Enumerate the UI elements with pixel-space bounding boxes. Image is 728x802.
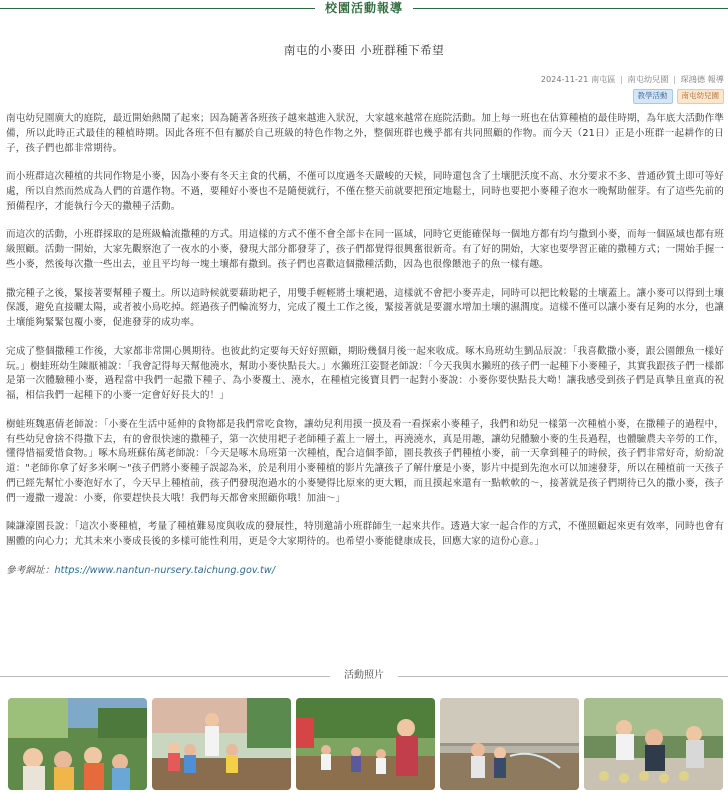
gallery-photo-4[interactable] xyxy=(440,698,579,790)
paragraph: 而小班群這次種植的共同作物是小麥，因為小麥有冬天主食的代稱，不僅可以度過冬天嚴峻的天候，同時還包含了土壤肥沃度不高、水分要求不多、普通砂質土即可等好處，所以自然而然成為人們的首選作物。不過，要種好小麥也不是隨便就行，不僅在整天前就要把預定地鬆土，同時也要把小麥種子泡水一晚幫助催芽。有了這些先前的預備程序，才能執行今天的撒種子活動。 xyxy=(6,171,724,212)
paragraph: 而這次的活動，小班群採取的是班級輪流撒種的方式。用這樣的方式不僅不會全部卡在同一區域，同時它更能確保每一個地方都有均勻撒到小麥，而每一個區域也都有班級照顧。活動一開始，大家先觀察泡了一夜水的小麥，發現大部分都發芽了，孩子們都覺得很興奮很新奇。有了好的開始，大家也要學習正確的撒種方式；一開始手握一些小麥，然後每次撒一些出去，並且平均每一塊土壤都有撒到。孩子們也喜歡這個撒種活動，因為也很像餵池子的魚一樣有趣。 xyxy=(6,229,724,271)
gallery-photo-3[interactable] xyxy=(296,698,435,790)
paragraph: 撒完種子之後，緊接著要幫種子覆土。所以這時候就要藉助耙子，用雙手輕輕將土壤耙過，這樣就不會把小麥弄走，同時可以把比較鬆的土壤蓋上。讓小麥可以得到土壤保護，避免直接曬太陽，或者被小鳥吃掉。經過孩子們輪流努力，完成了覆土工作之後，緊接著就是要灑水增加土壤的濕潤度。這樣不僅可以讓小麥有足夠的水分，也讓土壤能夠緊緊包覆小麥，促進發芽的成功率。 xyxy=(6,287,724,329)
article-publisher: 琛鴻德 報導 xyxy=(680,74,724,84)
article-meta xyxy=(541,73,724,86)
paragraph: 南屯幼兒園廣大的庭院，最近開始熱鬧了起來；因為隨著各班孩子越來越進入狀況，大家越來越常在庭院活動。加上每一班也在估算種植的最佳時期，為年底大活動作準備，所以此時正式最佳的種植時期。因此各班不但有屬於自己班級的特色作物之外，整個班群也幾乎都有共同照顧的作物。而今天（21日）正是小班群一起耕作的日子，孩子們也都非常期待。 xyxy=(6,113,724,154)
photos-rule-right xyxy=(398,676,728,677)
tag-teaching[interactable]: 教學活動 xyxy=(633,89,673,104)
photos-title: 活動照片 xyxy=(344,670,384,682)
meta-separator: | xyxy=(673,74,676,84)
article-source: 南屯幼兒園 xyxy=(627,74,669,84)
article-author: 南屯區 xyxy=(590,74,616,84)
gallery-photo-2[interactable] xyxy=(152,698,291,790)
reference-line xyxy=(6,564,724,579)
tag-list xyxy=(633,89,725,104)
paragraph: 樹蛙班魏惠倩老師說：「小麥在生活中延伸的食物都是我們常吃食物，讓幼兒利用摸一摸及看一看探索小麥種子，我們和幼兒一樣第一次種植小麥，在撒種子的過程中，有些幼兒會捨不得撒下去，有的會很快速的撒種子，第一次使用耙子老師種子蓋上一層土，再澆澆水，真是用趣，讓幼兒體驗小麥的生長過程，也體驗農夫辛勞的工作，懂得惜福愛惜食物。」啄木鳥班蘇佑萬老師說：「今天是啄木鳥班第一次種植，配合這個季節，園長教孩子們種植小麥，前一天拿到種子的時候，孩子們非常好奇，紛紛說道："老師你拿了好多米啊～"孩子們將小麥種子誤認為米，於是利用小麥種植的影片先讓孩子了解什麼是小麥，影片中提到先泡水可以加速發芽，所以在種植前一天孩子們已經先幫忙小麥泡好水了，今天早上種植前，孩子們發現泡過水的小麥變得比原來的更大顆，而且摸起來還有一點軟軟的～，接著就是孩子們期待已久的撒小麥，孩子們一邊撒一邊說：小麥，你要趕快長大哦！我們每天都會來照顧你哦！加油～」 xyxy=(6,418,724,505)
photo-4-image xyxy=(440,698,579,790)
reference-label: 參考網址： xyxy=(6,564,55,576)
reference-link[interactable]: https://www.nantun-nursery.taichung.gov.tw/ xyxy=(54,564,276,576)
section-title: 校園活動報導 xyxy=(325,0,404,15)
tag-school[interactable]: 南屯幼兒園 xyxy=(677,89,725,104)
article-title: 南屯的小麥田 小班群種下希望 xyxy=(283,43,445,57)
gallery-photo-1[interactable] xyxy=(8,698,147,790)
photo-5-image xyxy=(584,698,723,790)
photo-3-image xyxy=(296,698,435,790)
header-rule-right xyxy=(413,8,728,9)
header-rule-left xyxy=(0,8,315,9)
photos-header xyxy=(0,668,728,684)
photo-2-image xyxy=(152,698,291,790)
paragraph: 完成了整個撒種工作後，大家都非常開心興期待。也彼此約定要每天好好照顧，期盼幾個月後一起來收成。啄木鳥班幼生劉品辰說：「我喜歡撒小麥，跟公園餵魚一樣好玩。」樹蛙班幼生陳厭補說：「我會記得每天幫他澆水，幫助小麥快點長大。」水獺班江姿賢老師說：「今天我與水獺班的孩子們一起種下小麥種子，其實我跟孩子們一樣都是第一次體驗種小麥，過程當中我們一起撒下種子、為小麥覆土、澆水，在種植完後寶貝們一起對小麥說：小麥你要快點長大呦！讓我感受到孩子們是真摯且童真的祝福，相信我們一起種下的小麥一定會好好長大的！」 xyxy=(6,345,724,402)
section-header xyxy=(0,0,728,16)
photos-rule-left xyxy=(0,676,330,677)
gallery-photo-5[interactable] xyxy=(584,698,723,790)
article-date: 2024-11-21 xyxy=(540,74,589,84)
photo-1-image xyxy=(8,698,147,790)
paragraph: 陳謙濠園長說：「這次小麥種植，考量了種植難易度與收成的發展性，特別邀請小班群師生一起來共作。透過大家一起合作的方式，不僅照顧起來更有效率，同時也會有團體的向心力；尤其未來小麥成長後的多樣可能性利用，更是令大家期待的。也希望小麥能健康成長，回應大家的這份心意。」 xyxy=(6,521,724,548)
article-body xyxy=(6,112,724,592)
photo-gallery xyxy=(8,698,723,790)
meta-separator: | xyxy=(620,74,623,84)
